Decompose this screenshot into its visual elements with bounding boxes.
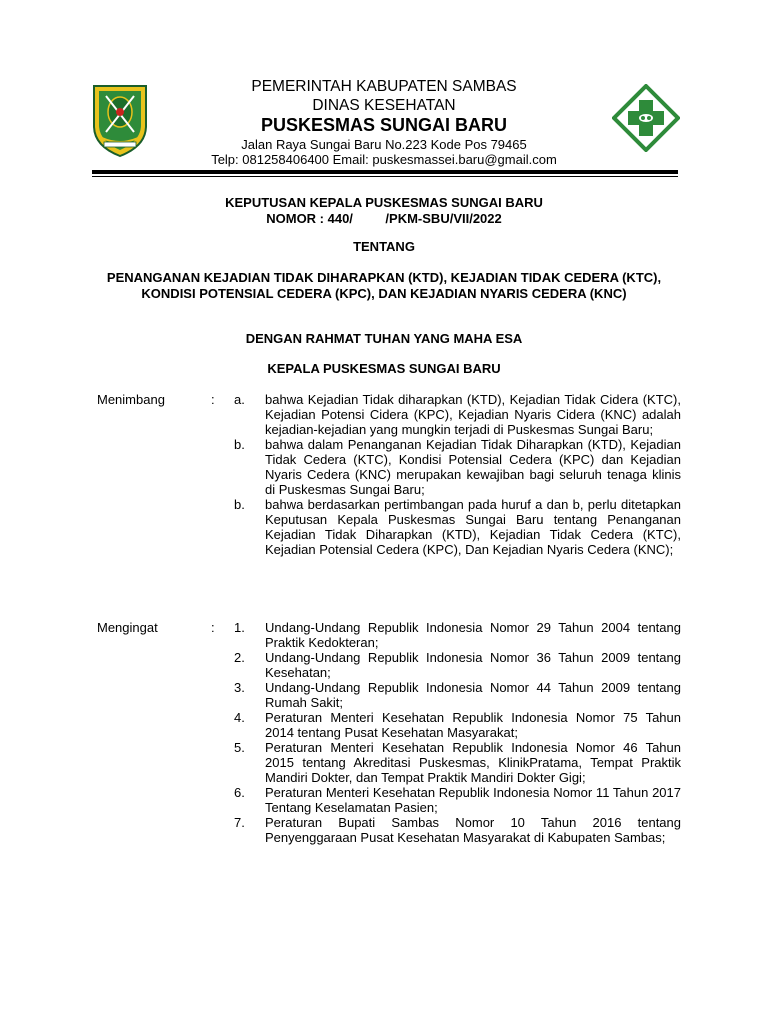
menimbang-label: Menimbang [97,392,165,407]
item-number: 2. [234,650,245,665]
list-item [234,680,681,710]
list-item [234,620,681,650]
item-text: bahwa Kejadian Tidak diharapkan (KTD), Kejadian Tidak Cidera (KTC), Kejadian Potensi Cidera (KPC), Kejadian Nyaris Cidera (KNC) adalah kejadian-kejadian yang mungkin terjadi di Puskesmas Sungai Baru; [265,392,681,437]
mengingat-colon: : [211,620,215,635]
item-text: Peraturan Bupati Sambas Nomor 10 Tahun 2016 tentang Penyenggaraan Pusat Kesehatan Masyarakat di Kabupaten Sambas; [265,815,681,845]
item-number: b. [234,437,245,452]
item-number: 5. [234,740,245,755]
rahmat-heading: DENGAN RAHMAT TUHAN YANG MAHA ESA [245,331,523,346]
decree-subject: PENANGANAN KEJADIAN TIDAK DIHARAPKAN (KTD), KEJADIAN TIDAK CEDERA (KTC), KONDISI POTENSIAL CEDERA (KPC), DAN KEJADIAN NYARIS CEDERA (KNC) [106,270,662,301]
letterhead-address: Jalan Raya Sungai Baru No.223 Kode Pos 79465 [241,136,527,152]
item-text: Peraturan Menteri Kesehatan Republik Indonesia Nomor 75 Tahun 2014 tentang Pusat Kesehatan Masyarakat; [265,710,681,740]
item-text: Peraturan Menteri Kesehatan Republik Indonesia Nomor 11 Tahun 2017 Tentang Keselamatan Pasien; [265,785,681,815]
list-item [234,497,681,557]
mengingat-list [234,620,681,845]
letterhead-divider [92,170,678,174]
letterhead-department: DINAS KESEHATAN [312,96,456,114]
letterhead-contact: Telp: 081258406400 Email: puskesmassei.baru@gmail.com [211,152,557,168]
item-number: 1. [234,620,245,635]
item-text: bahwa dalam Penanganan Kejadian Tidak Diharapkan (KTD), Kejadian Tidak Cedera (KTC), Kondisi Potensial Cedera (KPC) dan Kejadian Nyaris Cedera (KNC) merupakan kewajiban bagi seluruh tenaga klinis di Puskesmas Sungai Baru; [265,437,681,497]
letterhead-divider-thin [92,176,678,177]
puskesmas-emblem-icon [612,84,680,152]
item-number: 3. [234,680,245,695]
menimbang-colon: : [211,392,215,407]
letterhead-institution: PUSKESMAS SUNGAI BARU [260,115,508,136]
list-item [234,710,681,740]
item-number: 6. [234,785,245,800]
letterhead [150,78,618,168]
item-number: a. [234,392,245,407]
item-text: bahwa berdasarkan pertimbangan pada huruf a dan b, perlu ditetapkan Keputusan Kepala Puskesmas Sungai Baru tentang Penanganan Kejadian Tidak Diharapkan (KTD), Kejadian Tidak Cedera (KTC), Kejadian Potensial Cedera (KPC), Dan Kejadian Nyaris Cedera (KNC); [265,497,681,557]
mengingat-label: Mengingat [97,620,158,635]
list-item [234,437,681,497]
kabupaten-sambas-emblem-icon [88,82,152,158]
item-text: Undang-Undang Republik Indonesia Nomor 44 Tahun 2009 tentang Rumah Sakit; [265,680,681,710]
list-item [234,392,681,437]
list-item [234,740,681,785]
list-item [234,650,681,680]
list-item [234,815,681,845]
menimbang-list [234,392,681,557]
item-text: Undang-Undang Republik Indonesia Nomor 29 Tahun 2004 tentang Praktik Kedokteran; [265,620,681,650]
tentang-heading: TENTANG [353,239,415,254]
decree-number: NOMOR : 440/ /PKM-SBU/VII/2022 [266,210,502,226]
decree-title [88,195,680,226]
kepala-heading: KEPALA PUSKESMAS SUNGAI BARU [267,361,501,376]
decree-heading: KEPUTUSAN KEPALA PUSKESMAS SUNGAI BARU [225,195,543,210]
item-text: Peraturan Menteri Kesehatan Republik Indonesia Nomor 46 Tahun 2015 tentang Akreditasi Puskesmas, KlinikPratama, Tempat Praktik Mandiri Dokter, dan Tempat Praktik Mandiri Dokter Gigi; [265,740,681,785]
item-number: b. [234,497,245,512]
item-text: Undang-Undang Republik Indonesia Nomor 36 Tahun 2009 tentang Kesehatan; [265,650,681,680]
list-item [234,785,681,815]
item-number: 7. [234,815,245,830]
item-number: 4. [234,710,245,725]
letterhead-government: PEMERINTAH KABUPATEN SAMBAS [251,78,517,95]
